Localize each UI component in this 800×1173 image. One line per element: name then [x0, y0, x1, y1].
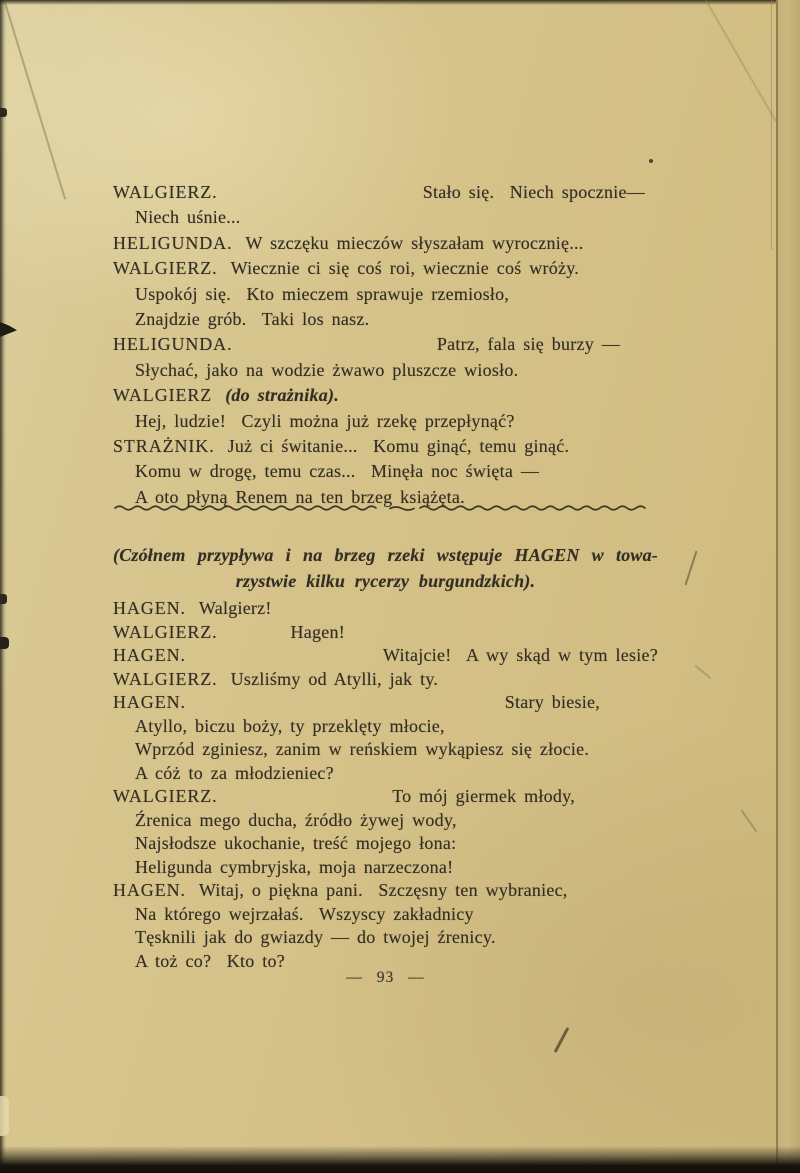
speech-text: Tęsknili jak do gwiazdy — do twojej źrenicy.	[135, 927, 496, 947]
scan-bottom-edge	[0, 1146, 800, 1173]
paper-crease	[700, 0, 777, 122]
stage-direction-line: rzystwie kilku rycerzy burgundzkich).	[235, 570, 536, 591]
verse-line	[113, 833, 658, 857]
dialogue-line	[113, 182, 658, 207]
speech-text: Słychać, jako na wodzie żwawo pluszcze wiosło.	[135, 359, 519, 380]
dialogue-line	[113, 334, 658, 359]
scan-artifact	[0, 637, 9, 649]
dialogue-line	[113, 385, 658, 410]
speech-text: Wiecznie ci się coś roi, wiecznie coś wróży.	[230, 258, 580, 279]
speech-text: A toż co? Kto to?	[135, 950, 285, 971]
speech-text: Najsłodsze ukochanie, treść mojego łona:	[135, 833, 457, 853]
speech-text: Patrz, fala się burzy —	[436, 334, 620, 355]
speech-text: Heligunda cymbryjska, moja narzeczona!	[135, 856, 454, 877]
speech-text: Wprzód zginiesz, zanim w reńskiem wykąpiesz się złocie.	[135, 739, 590, 759]
verse-line	[113, 927, 658, 951]
verse-line	[113, 207, 658, 232]
dialogue-line	[113, 880, 658, 904]
dialogue-line	[113, 598, 658, 622]
speech-text: Uszliśmy od Atylli, jak ty.	[230, 668, 439, 689]
stage-direction	[113, 543, 658, 594]
verse-line	[113, 904, 658, 928]
speech-text: Już ci świtanie... Komu ginąć, temu ginąć.	[227, 435, 570, 456]
speaker-name: HELIGUNDA.	[113, 232, 233, 253]
dialogue-line	[113, 669, 658, 693]
verse-line	[113, 857, 658, 881]
scan-artifact	[0, 322, 17, 337]
scan-top-edge	[0, 0, 800, 5]
dialogue-line	[113, 645, 658, 669]
speaker-name: HAGEN.	[113, 645, 186, 665]
dialogue-line	[113, 258, 658, 283]
speech-text: Źrenica mego ducha, źródło żywej wody,	[135, 809, 457, 830]
speech-text: W szczęku mieczów słyszałam wyrocznię...	[245, 232, 584, 253]
paper-crease	[771, 0, 772, 250]
speech-text: Walgierz!	[198, 598, 272, 618]
dialogue-line	[113, 786, 658, 810]
speech-text: Hagen!	[290, 621, 345, 642]
dialogue-line	[113, 622, 658, 646]
pen-mark	[684, 551, 697, 586]
verse-line	[113, 360, 658, 385]
pen-mark	[741, 810, 758, 832]
dialogue-line	[113, 436, 658, 461]
speaker-name: HELIGUNDA.	[113, 334, 233, 355]
speaker-name: HAGEN.	[113, 598, 186, 618]
scan-artifact	[0, 594, 7, 604]
speech-text: Witaj, o piękna pani. Szczęsny ten wybraniec,	[198, 880, 568, 900]
dialogue-block-1	[113, 182, 658, 512]
verse-line	[113, 716, 658, 740]
section-divider-squiggle	[114, 503, 657, 513]
speech-text: Hej, ludzie! Czyli można już rzekę przepłynąć?	[135, 410, 515, 431]
speaker-name: HAGEN.	[113, 880, 186, 900]
verse-line	[113, 284, 658, 309]
verse-line	[113, 763, 658, 787]
paper-notch	[0, 1096, 9, 1136]
speech-text: A cóż to za młodzieniec?	[135, 762, 334, 783]
speech-text: Stary biesie,	[504, 692, 600, 712]
speech-text: Stało się. Niech spocznie—	[422, 182, 645, 202]
speech-text: Na którego wejrzałaś. Wszyscy zakładnicy	[135, 903, 474, 924]
speaker-name: WALGIERZ.	[113, 258, 218, 279]
speaker-name: WALGIERZ.	[113, 182, 218, 202]
pen-mark	[554, 1027, 570, 1053]
scan-artifact	[0, 108, 7, 117]
speaker-name: HAGEN.	[113, 692, 186, 712]
stage-direction-line: (Czółnem przypływa i na brzeg rzeki wstępuje HAGEN w towa-	[113, 545, 658, 565]
speech-text: Niech uśnie...	[135, 207, 241, 228]
speaker-name: STRAŻNIK.	[113, 435, 215, 456]
pen-mark	[695, 665, 712, 679]
paper-crease	[0, 0, 66, 200]
speech-text: (do strażnika).	[225, 385, 339, 406]
speech-text: Znajdzie grób. Taki los nasz.	[135, 308, 370, 329]
speech-text: A oto płyną Renem na ten brzeg książęta.	[135, 486, 465, 507]
dialogue-line	[113, 692, 658, 716]
page-right-edge	[776, 0, 800, 1173]
speech-text: Atyllo, biczu boży, ty przeklęty młocie,	[135, 715, 445, 736]
speaker-name: WALGIERZ	[113, 385, 213, 406]
verse-line	[113, 739, 658, 763]
speaker-name: WALGIERZ.	[113, 786, 218, 806]
verse-line	[113, 461, 658, 486]
verse-line	[113, 411, 658, 436]
verse-line	[113, 309, 658, 334]
speech-text: Witajcie! A wy skąd w tym lesie?	[383, 645, 658, 665]
page-number: — 93 —	[346, 969, 425, 986]
speech-text: Komu w drogę, temu czas... Minęła noc święta —	[135, 461, 540, 482]
speaker-name: WALGIERZ.	[113, 621, 218, 642]
dialogue-line	[113, 233, 658, 258]
dialogue-block-2	[113, 598, 658, 974]
speech-text: Uspokój się. Kto mieczem sprawuje rzemiosło,	[135, 283, 510, 304]
speaker-name: WALGIERZ.	[113, 668, 218, 689]
verse-line	[113, 810, 658, 834]
ink-speck	[649, 159, 653, 163]
scan-left-edge	[0, 0, 7, 1173]
speech-text: To mój giermek młody,	[392, 786, 575, 806]
